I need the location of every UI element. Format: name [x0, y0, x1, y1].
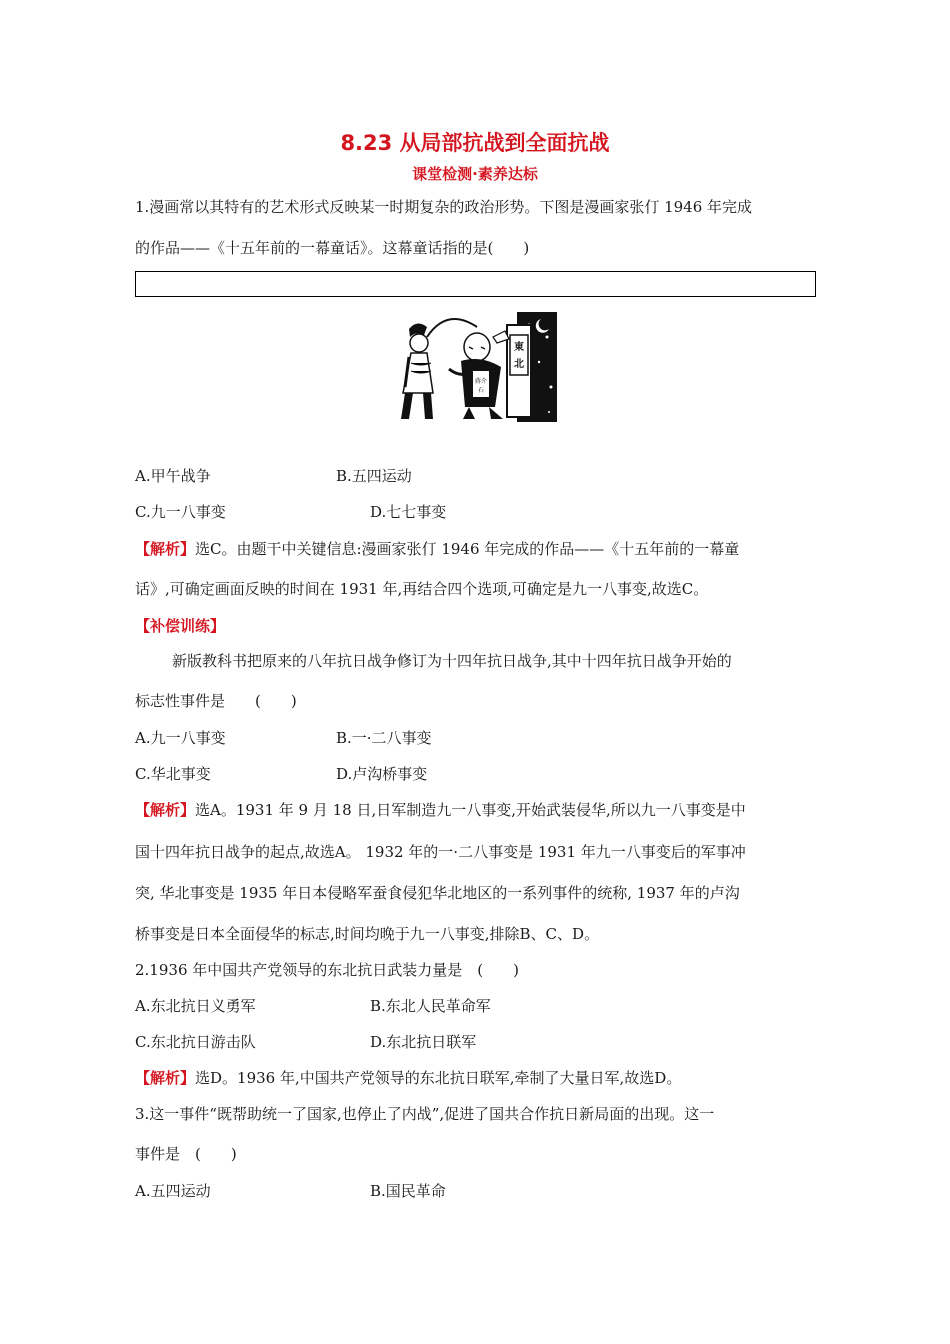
- supplement-stem-line-1: 新版教科书把原来的八年抗日战争修订为十四年抗日战争,其中十四年抗日战争开始的: [172, 652, 732, 670]
- q2-stem: 2.1936 年中国共产党领导的东北抗日武装力量是 ( ): [135, 961, 519, 979]
- supplement-option-a: A.九一八事变: [135, 729, 226, 747]
- q2-analysis-line-1: [135, 1068, 681, 1088]
- q3-option-b: B.国民革命: [370, 1182, 446, 1200]
- page-title: 8.23 从局部抗战到全面抗战: [340, 131, 610, 155]
- supplement-analysis-line-4: 桥事变是日本全面侵华的标志,时间均晚于九一八事变,排除B、C、D。: [135, 925, 600, 943]
- q2-analysis-text-1: 选D。1936 年,中国共产党领导的东北抗日联军,牵制了大量日军,故选D。: [195, 1069, 682, 1087]
- supplement-stem-line-2: 标志性事件是 ( ): [135, 692, 297, 710]
- analysis-tag: 【解析】: [135, 1069, 196, 1087]
- q2-option-a: A.东北抗日义勇军: [135, 997, 256, 1015]
- figure-label-line-1: 蔣介: [474, 378, 488, 385]
- analysis-tag: 【解析】: [135, 540, 196, 558]
- supplement-analysis-line-1: [135, 800, 746, 820]
- q1-option-a: A.甲午战争: [135, 467, 211, 485]
- q1-option-c: C.九一八事变: [135, 503, 226, 521]
- supplement-analysis-line-3: 突, 华北事变是 1935 年日本侵略军蚕食侵犯华北地区的一系列事件的统称, 1937 年的卢沟: [135, 884, 740, 902]
- supplement-analysis-line-2: 国十四年抗日战争的起点,故选A。 1932 年的一·二八事变是 1931 年九一八事变后的军事冲: [135, 843, 746, 861]
- supplement-option-c: C.华北事变: [135, 765, 211, 783]
- supplement-option-d: D.卢沟桥事变: [336, 765, 428, 783]
- q1-option-b: B.五四运动: [336, 467, 412, 485]
- supplement-analysis-text-1: 选A。1931 年 9 月 18 日,日军制造九一八事变,开始武装侵华,所以九一八事变是中: [195, 801, 746, 819]
- door-sign-char-2: 北: [514, 359, 524, 370]
- q1-analysis-text-1: 选C。由题干中关键信息:漫画家张仃 1946 年完成的作品——《十五年前的一幕童: [195, 540, 740, 558]
- supplement-option-b: B.一·二八事变: [336, 729, 432, 747]
- door-sign-char-1: 東: [514, 342, 524, 353]
- q3-option-a: A.五四运动: [135, 1182, 211, 1200]
- q2-option-b: B.东北人民革命军: [370, 997, 491, 1015]
- figure-label-line-2: 石: [477, 387, 485, 394]
- q1-empty-box: [135, 271, 816, 297]
- q3-stem-line-2: 事件是 ( ): [135, 1145, 237, 1163]
- q2-option-c: C.东北抗日游击队: [135, 1033, 256, 1051]
- q1-stem-line-2: 的作品——《十五年前的一幕童话》。这幕童话指的是( ): [135, 239, 530, 257]
- q1-analysis-line-2: 话》,可确定画面反映的时间在 1931 年,再结合四个选项,可确定是九一八事变,故选C。: [135, 580, 709, 598]
- supplement-tag: 【补偿训练】: [135, 617, 226, 635]
- q3-stem-line-1: 3.这一事件“既帮助统一了国家,也停止了内战”,促进了国共合作抗日新局面的出现。这一: [135, 1105, 715, 1123]
- q1-analysis-line-1: [135, 539, 739, 559]
- analysis-tag: 【解析】: [135, 801, 196, 819]
- q1-stem-line-1: 1.漫画常以其特有的艺术形式反映某一时期复杂的政治形势。下图是漫画家张仃 1946 年完成: [135, 198, 753, 216]
- q2-option-d: D.东北抗日联军: [370, 1033, 477, 1051]
- cartoon-image: [389, 307, 559, 425]
- q1-option-d: D.七七事变: [370, 503, 447, 521]
- section-subtitle: 课堂检测·素养达标: [412, 165, 538, 183]
